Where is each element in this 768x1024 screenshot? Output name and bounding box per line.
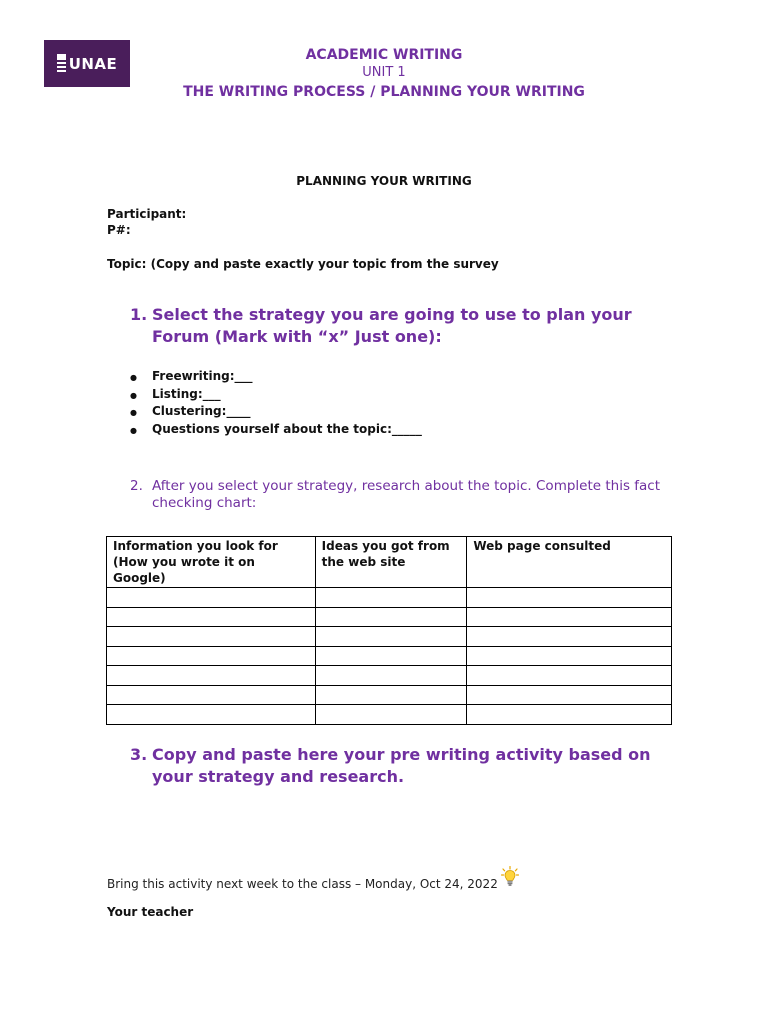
table-row <box>107 646 672 666</box>
lightbulb-icon <box>501 866 519 893</box>
table-cell[interactable] <box>107 705 316 725</box>
fact-checking-chart <box>106 536 672 725</box>
table-cell[interactable] <box>467 666 672 686</box>
page-title: PLANNING YOUR WRITING <box>296 174 472 188</box>
header-unit-title: THE WRITING PROCESS / PLANNING YOUR WRITING <box>183 84 585 100</box>
option-freewriting: ● Freewriting:___ <box>130 369 422 387</box>
table-cell[interactable] <box>315 666 467 686</box>
participant-label: Participant: <box>107 207 187 221</box>
table-cell[interactable] <box>107 627 316 647</box>
table-cell[interactable] <box>107 685 316 705</box>
table-row <box>107 607 672 627</box>
table-row <box>107 627 672 647</box>
question-1-number: 1. <box>130 305 148 324</box>
table-cell[interactable] <box>467 705 672 725</box>
table-cell[interactable] <box>467 627 672 647</box>
table-cell[interactable] <box>315 646 467 666</box>
table-cell[interactable] <box>107 666 316 686</box>
header-information: Information you look for (How you wrote it on Google) <box>107 537 316 588</box>
table-cell[interactable] <box>315 685 467 705</box>
table-row <box>107 666 672 686</box>
question-3-number: 3. <box>130 745 148 764</box>
logo-text: UNAE <box>68 54 118 73</box>
option-questions: ● Questions yourself about the topic:_____ <box>130 422 422 440</box>
table-header-row <box>107 537 672 588</box>
option-listing: ● Listing:___ <box>130 387 422 405</box>
footer-note <box>107 866 519 893</box>
header-course-title: ACADEMIC WRITING <box>305 47 463 63</box>
question-3-text: Copy and paste here your pre writing activity based on your strategy and research. <box>152 745 651 786</box>
question-2 <box>130 478 672 512</box>
table-cell[interactable] <box>467 685 672 705</box>
header-web-page: Web page consulted <box>467 537 672 588</box>
table-row <box>107 705 672 725</box>
question-1-text: Select the strategy you are going to use to plan your Forum (Mark with “x” Just one): <box>152 305 632 346</box>
table-cell[interactable] <box>315 588 467 608</box>
header-ideas: Ideas you got from the web site <box>315 537 467 588</box>
topic-label: Topic: (Copy and paste exactly your topic from the survey <box>107 257 499 271</box>
table-cell[interactable] <box>315 705 467 725</box>
strategy-options <box>130 369 422 439</box>
header-unit: UNIT 1 <box>362 65 406 80</box>
footer-text: Bring this activity next week to the class – Monday, Oct 24, 2022 <box>107 877 498 891</box>
table-cell[interactable] <box>107 607 316 627</box>
table-cell[interactable] <box>107 588 316 608</box>
question-2-number: 2. <box>130 478 143 494</box>
table-row <box>107 588 672 608</box>
signature-label: Your teacher <box>107 905 194 919</box>
question-3 <box>130 744 672 788</box>
p-number-label: P#: <box>107 223 131 237</box>
table-row <box>107 685 672 705</box>
question-2-text: After you select your strategy, research about the topic. Complete this fact checking chart: <box>152 478 661 511</box>
table-cell[interactable] <box>467 588 672 608</box>
table-cell[interactable] <box>467 607 672 627</box>
table-cell[interactable] <box>107 646 316 666</box>
question-1 <box>130 304 672 348</box>
table-cell[interactable] <box>315 627 467 647</box>
table-cell[interactable] <box>315 607 467 627</box>
table-cell[interactable] <box>467 646 672 666</box>
option-clustering: ● Clustering:____ <box>130 404 422 422</box>
